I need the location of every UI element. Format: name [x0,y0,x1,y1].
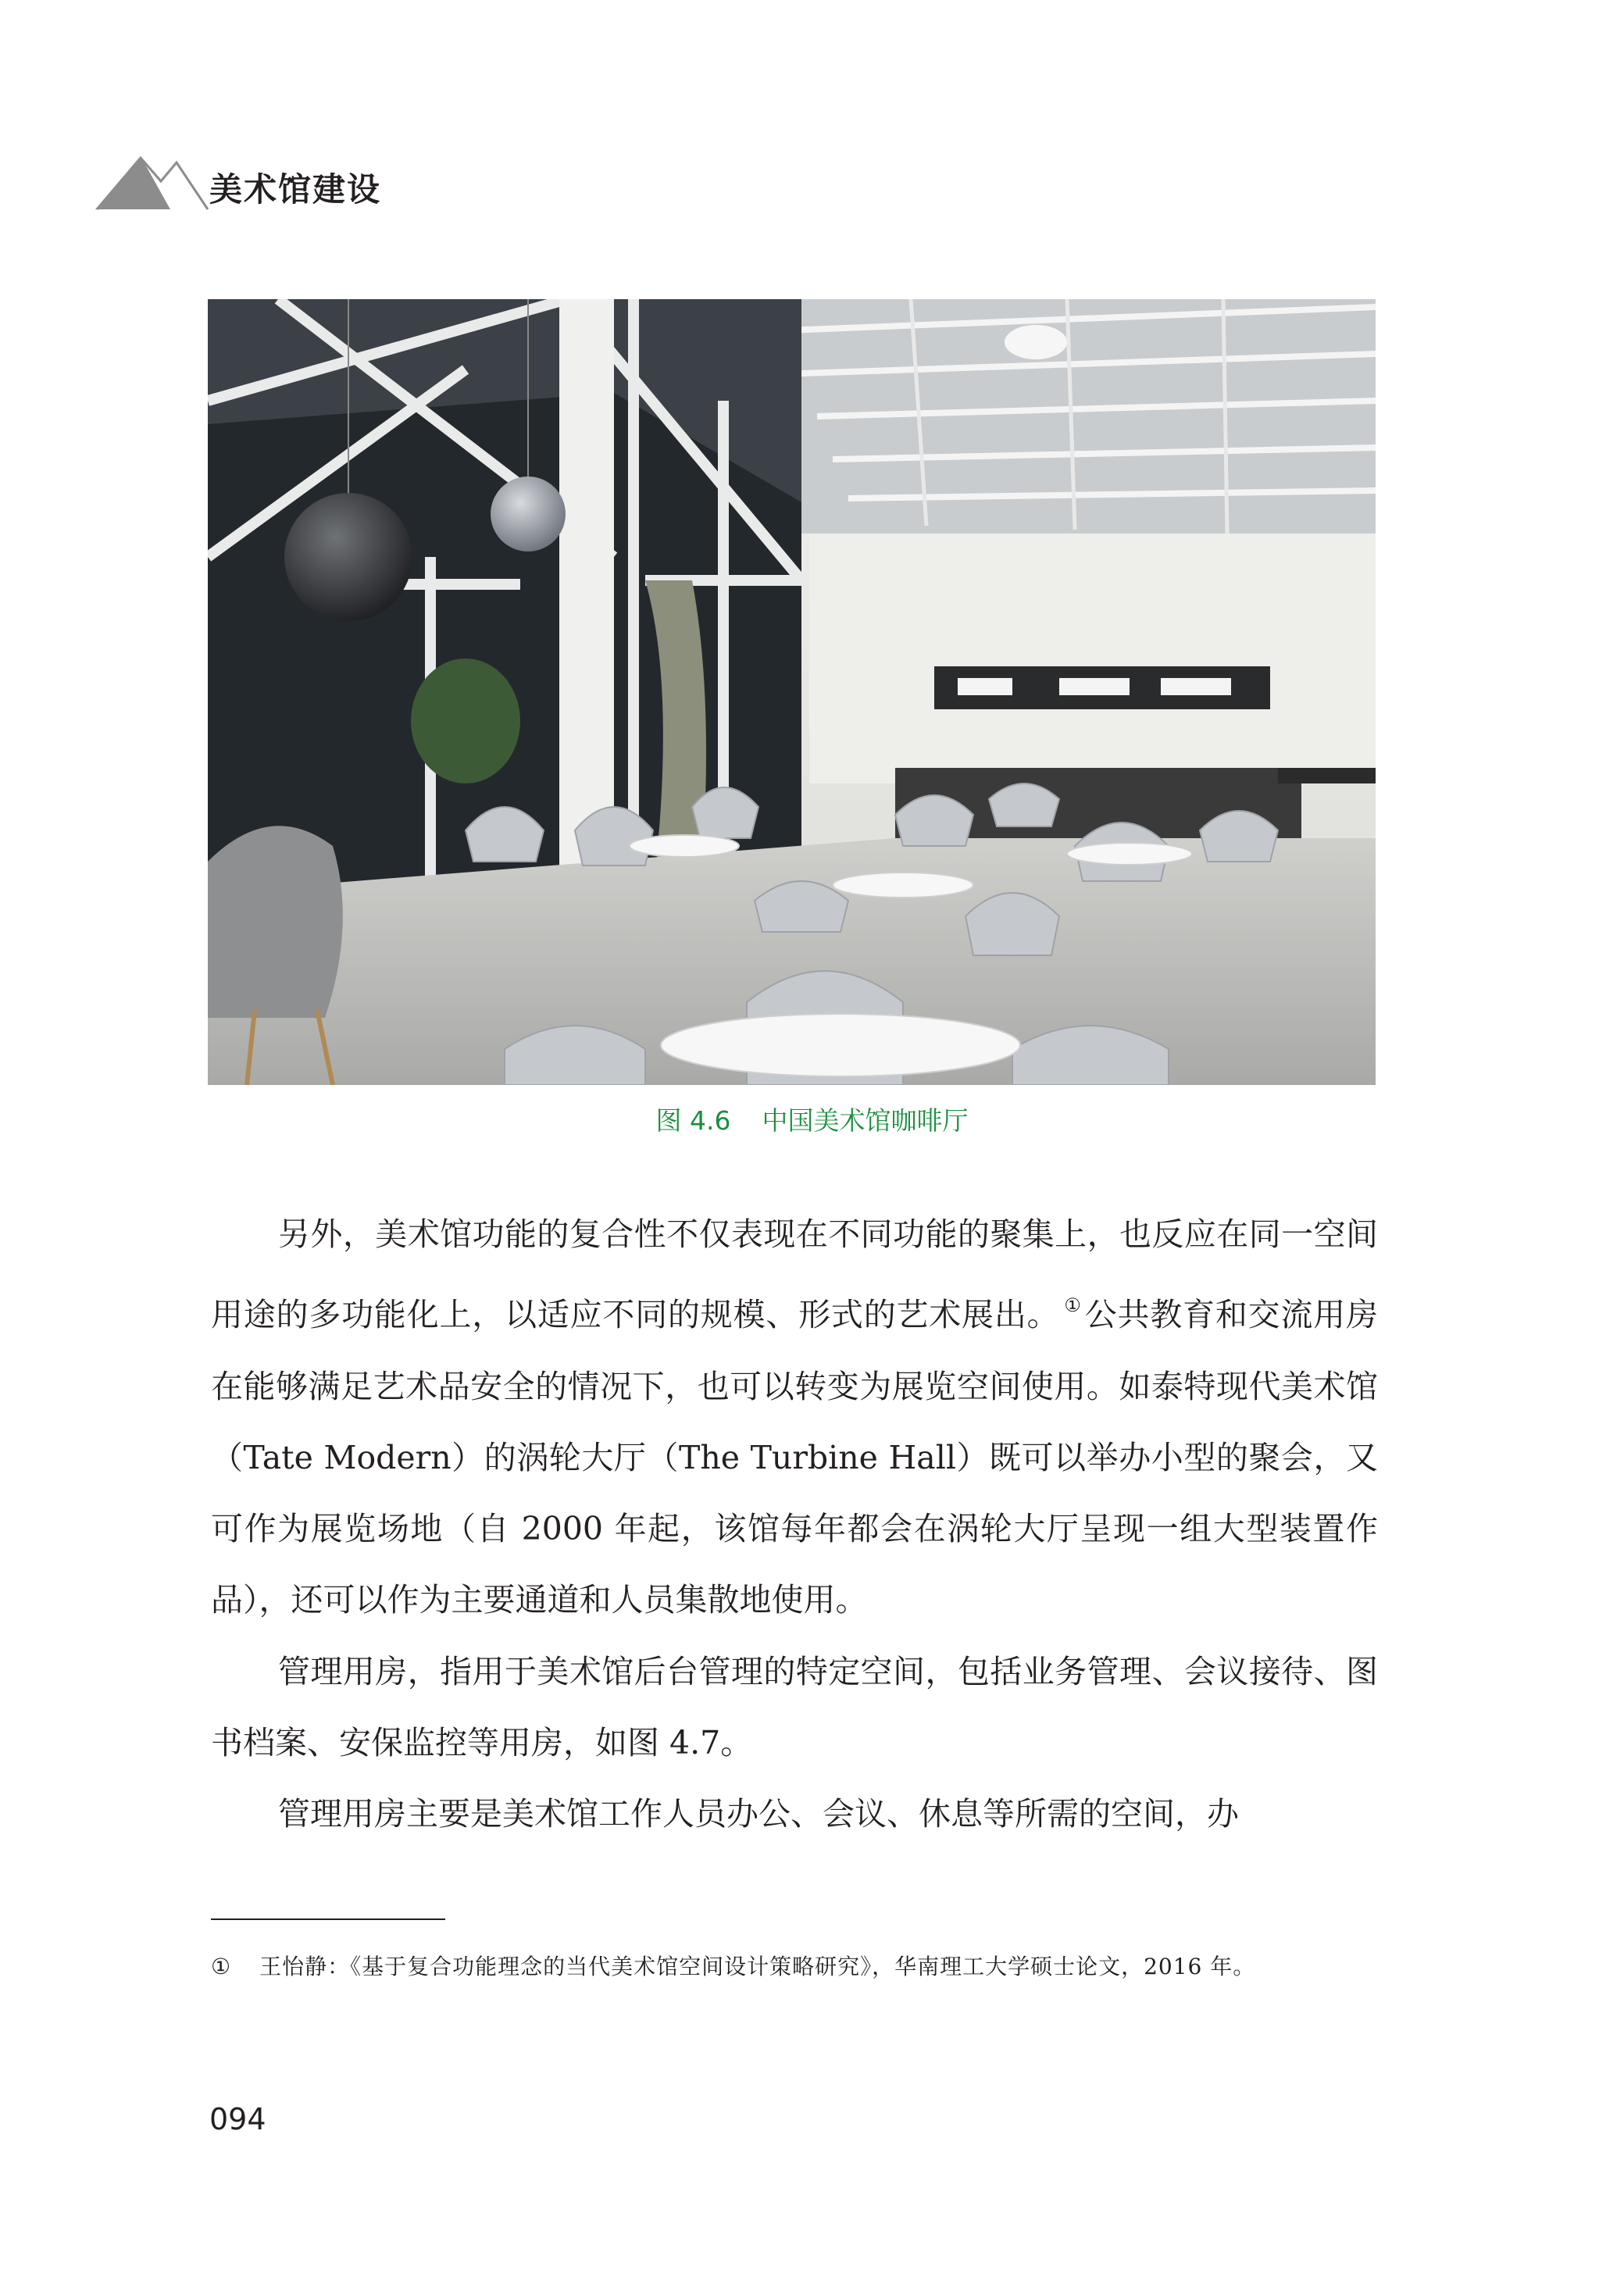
page-number: 094 [209,2102,266,2136]
running-header-title: 美术馆建设 [209,170,382,209]
paragraph: 管理用房主要是美术馆工作人员办公、会议、休息等所需的空间，办 [278,1795,1239,1833]
footnote-number: ① [211,1954,232,1979]
paragraph-text: 另外，美术馆功能的复合性不仅表现在不同功能的聚集上，也反应在同一空间用途的多功能化上，以适应不同的规模、形式的艺术展出。 [211,1215,1378,1334]
figure-number: 图 4.6 [655,1105,731,1136]
footnote-text: 王怡静：《基于复合功能理念的当代美术馆空间设计策略研究》，华南理工大学硕士论文，2016 年。 [259,1954,1256,1979]
figure-title: 中国美术馆咖啡厅 [762,1105,969,1136]
footnote [211,1953,1383,1981]
figure-caption [0,1105,1624,1136]
paragraph [211,1199,1378,1636]
body-text [211,1199,1378,1851]
mountain-logo [92,141,209,211]
footnote-separator [211,1918,445,1920]
paragraph-text: 公共教育和交流用房在能够满足艺术品安全的情况下，也可以转变为展览空间使用。如泰特现代美术馆（Tate Modern）的涡轮大厅（The Turbine Hall）既可以举办小型的聚会，又可作为展览场地（自 2000 年起，该馆每年都会在涡轮大厅呈现一组大型装置作品），还可以作为主要通道和人员集散地使用。 [211,1296,1379,1619]
footnote-reference[interactable]: ① [1064,1294,1082,1317]
paragraph: 管理用房，指用于美术馆后台管理的特定空间，包括业务管理、会议接待、图书档案、安保监控等用房，如图 4.7。 [211,1652,1378,1762]
cafe-photo [208,299,1376,1085]
